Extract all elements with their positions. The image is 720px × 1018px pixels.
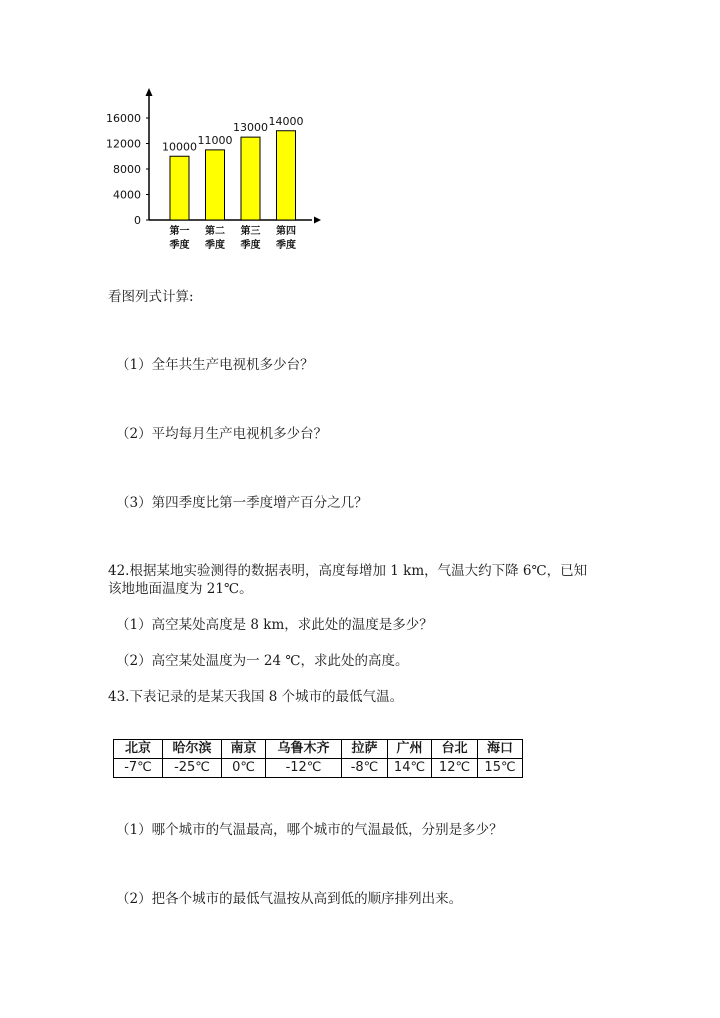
q43-intro: 43.下表记录的是某天我国 8 个城市的最低气温。 [108,689,404,705]
category-label: 季度 [205,240,225,251]
category-label: 第三 [240,226,261,237]
bar-data-label: 11000 [197,133,233,147]
temp-cell: -8℃ [342,759,388,778]
city-cell: 北京 [114,740,163,759]
temp-cell: 0℃ [222,759,266,778]
city-cell: 海口 [478,740,523,759]
q42-stem-line2: 该地地面温度为 21℃。 [108,581,253,597]
q41-prompt: 看图列式计算: [108,289,194,305]
y-axis-arrow [146,88,153,96]
bar [206,150,225,220]
bar-data-label: 10000 [162,140,197,154]
city-cell: 广州 [388,740,432,759]
q41-question-2: （2）平均每月生产电视机多少台？ [116,426,328,442]
city-cell: 台北 [432,740,478,759]
bar [170,156,189,220]
temp-cell: -12℃ [266,759,342,778]
table-header-row [114,740,523,759]
q42-stem-line1: 42.根据某地实验测得的数据表明，高度每增加 1 km，气温大约下降 6℃，已知 [108,563,588,579]
city-cell: 拉萨 [342,740,388,759]
city-cell: 南京 [222,740,266,759]
table-temp-row [114,759,523,778]
city-temperature-table [113,739,523,778]
category-label: 第四 [276,226,296,237]
q42-question-2: （2）高空某处温度为一 24 ℃，求此处的高度。 [116,653,409,669]
bar-data-label: 14000 [268,114,304,128]
q41-question-3: （3）第四季度比第一季度增产百分之几？ [116,495,368,511]
category-label: 季度 [276,240,296,251]
chart-svg [100,80,340,260]
bar-data-label: 13000 [233,121,268,135]
y-tick-label: 16000 [106,112,141,125]
temp-cell: 12℃ [432,759,478,778]
category-label: 季度 [169,240,190,251]
q42-question-1: （1）高空某处高度是 8 km，求此处的温度是多少？ [116,617,433,633]
temp-cell: 15℃ [478,759,523,778]
bar [277,131,296,220]
category-label: 季度 [240,240,261,251]
temp-cell: -25℃ [163,759,222,778]
y-tick-label: 0 [134,214,141,227]
q43-question-2: （2）把各个城市的最低气温按从高到低的顺序排列出来。 [116,891,463,907]
temp-cell: 14℃ [388,759,432,778]
y-tick-label: 4000 [113,188,141,202]
x-axis-arrow [314,217,321,224]
q41-question-1: （1）全年共生产电视机多少台？ [116,357,314,373]
category-label: 第二 [205,226,225,237]
city-cell: 乌鲁木齐 [266,740,342,759]
bar [241,137,260,220]
quarterly-bar-chart [100,80,340,260]
q43-question-1: （1）哪个城市的气温最高，哪个城市的气温最低，分别是多少？ [116,822,503,838]
y-tick-label: 8000 [113,163,141,176]
category-label: 第一 [169,226,190,237]
city-cell: 哈尔滨 [163,740,222,759]
temp-cell: -7℃ [114,759,163,778]
y-tick-label: 12000 [106,137,141,151]
